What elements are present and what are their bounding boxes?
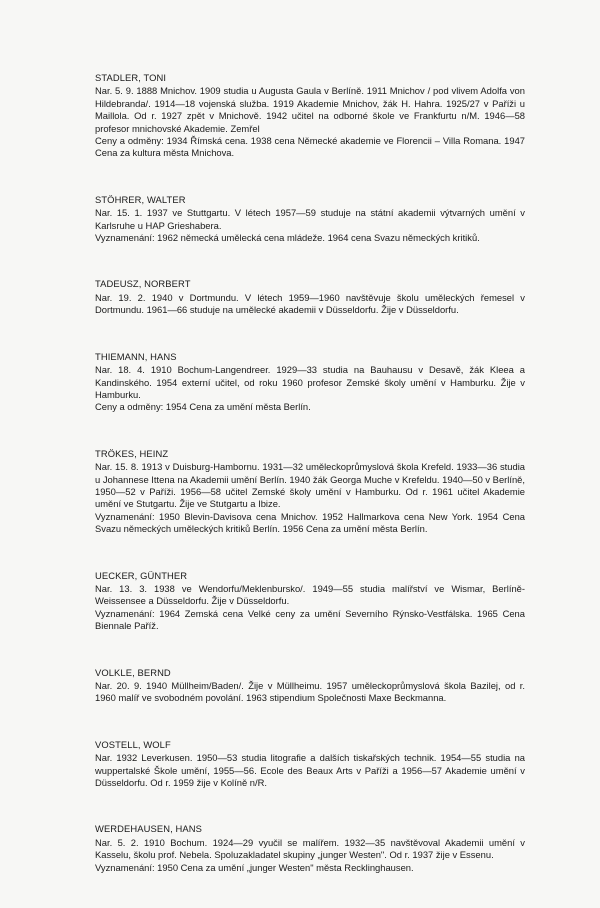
entry-paragraph: Ceny a odměny: 1934 Římská cena. 1938 cena Německé akademie ve Florencii – Villa Romana. 1947 Cena za kultura města Mnichova. [95,135,525,159]
entry-name: VOSTELL, WOLF [95,738,171,750]
entry-paragraph: Nar. 5. 2. 1910 Bochum. 1924—29 vyučil se malířem. 1932—35 navštěvoval Akademii umění v Kasselu, školu prof. Nebela. Spoluzakladatel skupiny „junger Westen". Od r. 1937 žije v Essenu. [95,836,525,861]
entry-paragraph: Nar. 20. 9. 1940 Müllheim/Baden/. Žije v Müllheimu. 1957 uměleckoprůmyslová škola Bazilej, od r. 1960 malíř ve svobodném povolání. 1963 stipendium Společnosti Maxe Beckmanna. [95,680,525,704]
entry-name: STADLER, TONI [95,72,167,83]
entry-paragraph: Vyznamenání: 1964 Zemská cena Velké ceny za umění Severního Rýnsko-Vestfálska. 1965 Cena Biennale Paříž. [95,607,525,632]
biography-entry [95,194,525,245]
biography-entry [95,570,525,633]
entry-name: THIEMANN, HANS [95,350,177,362]
entry-name: UECKER, GÜNTHER [95,569,188,581]
entry-name: TRÖKES, HEINZ [95,447,169,459]
biography-entry [95,823,525,874]
biography-entry [95,667,525,705]
entry-paragraph: Nar. 15. 1. 1937 ve Stuttgartu. V létech 1957—59 studuje na státní akademii výtvarných umění v Karlsruhe u HAP Grieshabera. [95,207,525,231]
entry-name: VOLKLE, BERND [95,666,171,678]
entry-paragraph: Nar. 5. 9. 1888 Mnichov. 1909 studia u Augusta Gaula v Berlíně. 1911 Mnichov / pod vlivem Adolfa von Hildebranda/. 1914—18 vojenská služba. 1919 Akademie Mnichov, žák H. Hahra. 1925/27 v Paříži u Maillola. Od r. 1927 zpět v Mnichově. 1942 učitel na odborné škole ve Frankfurtu n/M. 1946—58 profesor mnichovské Akademie. Zemřel [95,85,525,134]
entry-name: STÖHRER, WALTER [95,193,186,205]
entry-name: TADEUSZ, NORBERT [95,278,191,290]
entry-paragraph: Ceny a odměny: 1954 Cena za umění města Berlín. [95,401,311,413]
biography-entry [95,278,525,316]
entry-paragraph: Nar. 19. 2. 1940 v Dortmundu. V létech 1959—1960 navštěvuje školu uměleckých řemesel v Dortmundu. 1961—66 studuje na umělecké akademii v Düsseldorfu. Žije v Düsseldorfu. [95,291,525,316]
entry-paragraph: Nar. 18. 4. 1910 Bochum-Langendreer. 1929—33 studia na Bauhausu v Desavě, žák Kleea a Kandinského. 1954 externí učitel, od roku 1960 profesor Zemské školy umění v Hamburku. Žije v Hamburku. [95,364,525,400]
biography-entry [95,351,525,414]
entry-paragraph: Vyznamenání: 1962 německá umělecká cena mládeže. 1964 cena Svazu německých kritiků. [95,232,480,244]
entry-paragraph: Nar. 13. 3. 1938 ve Wendorfu/Meklenbursko/. 1949—55 studia malířství ve Wismar, Berlíně-Weissensee a Düsseldorfu. Žije v Düsseldorfu. [95,582,525,607]
biography-page [95,72,525,908]
biography-entry [95,739,525,790]
biography-entry [95,72,525,160]
biography-entry [95,448,525,536]
entry-paragraph: Nar. 15. 8. 1913 v Duisburg-Hambornu. 1931—32 uměleckoprůmyslová škola Krefeld. 1933—36 studia u Johannese Ittena na Akademii umění Berlín. 1940 žák Georga Muche v Krefeldu. 1940—50 v Berlíně, 1950—52 v Paříži. 1956—58 učitel Zemské školy umění v Hamburku. Od r. 1961 učitel Akademie umění ve Stutgartu. Žije ve Stutgartu a Ibize. [95,461,525,510]
entry-paragraph: Vyznamenání: 1950 Cena za umění „junger Westen" města Recklinghausen. [95,861,414,873]
entry-name: WERDEHAUSEN, HANS [95,823,202,835]
entry-paragraph: Nar. 1932 Leverkusen. 1950—53 studia litografie a dalších tiskařských technik. 1954—55 studia na wuppertalské Škole umění, 1955—56. Ecole des Beaux Arts v Paříži a 1956—57 Akademie umění v Düsseldorfu. Od r. 1959 žije v Kolíně n/R. [95,752,525,789]
entry-paragraph: Vyznamenání: 1950 Blevin-Davisova cena Mnichov. 1952 Hallmarkova cena New York. 1954 Cena Svazu německých uměleckých kritiků Berlín. 1956 Cena za umění města Berlín. [95,510,525,535]
